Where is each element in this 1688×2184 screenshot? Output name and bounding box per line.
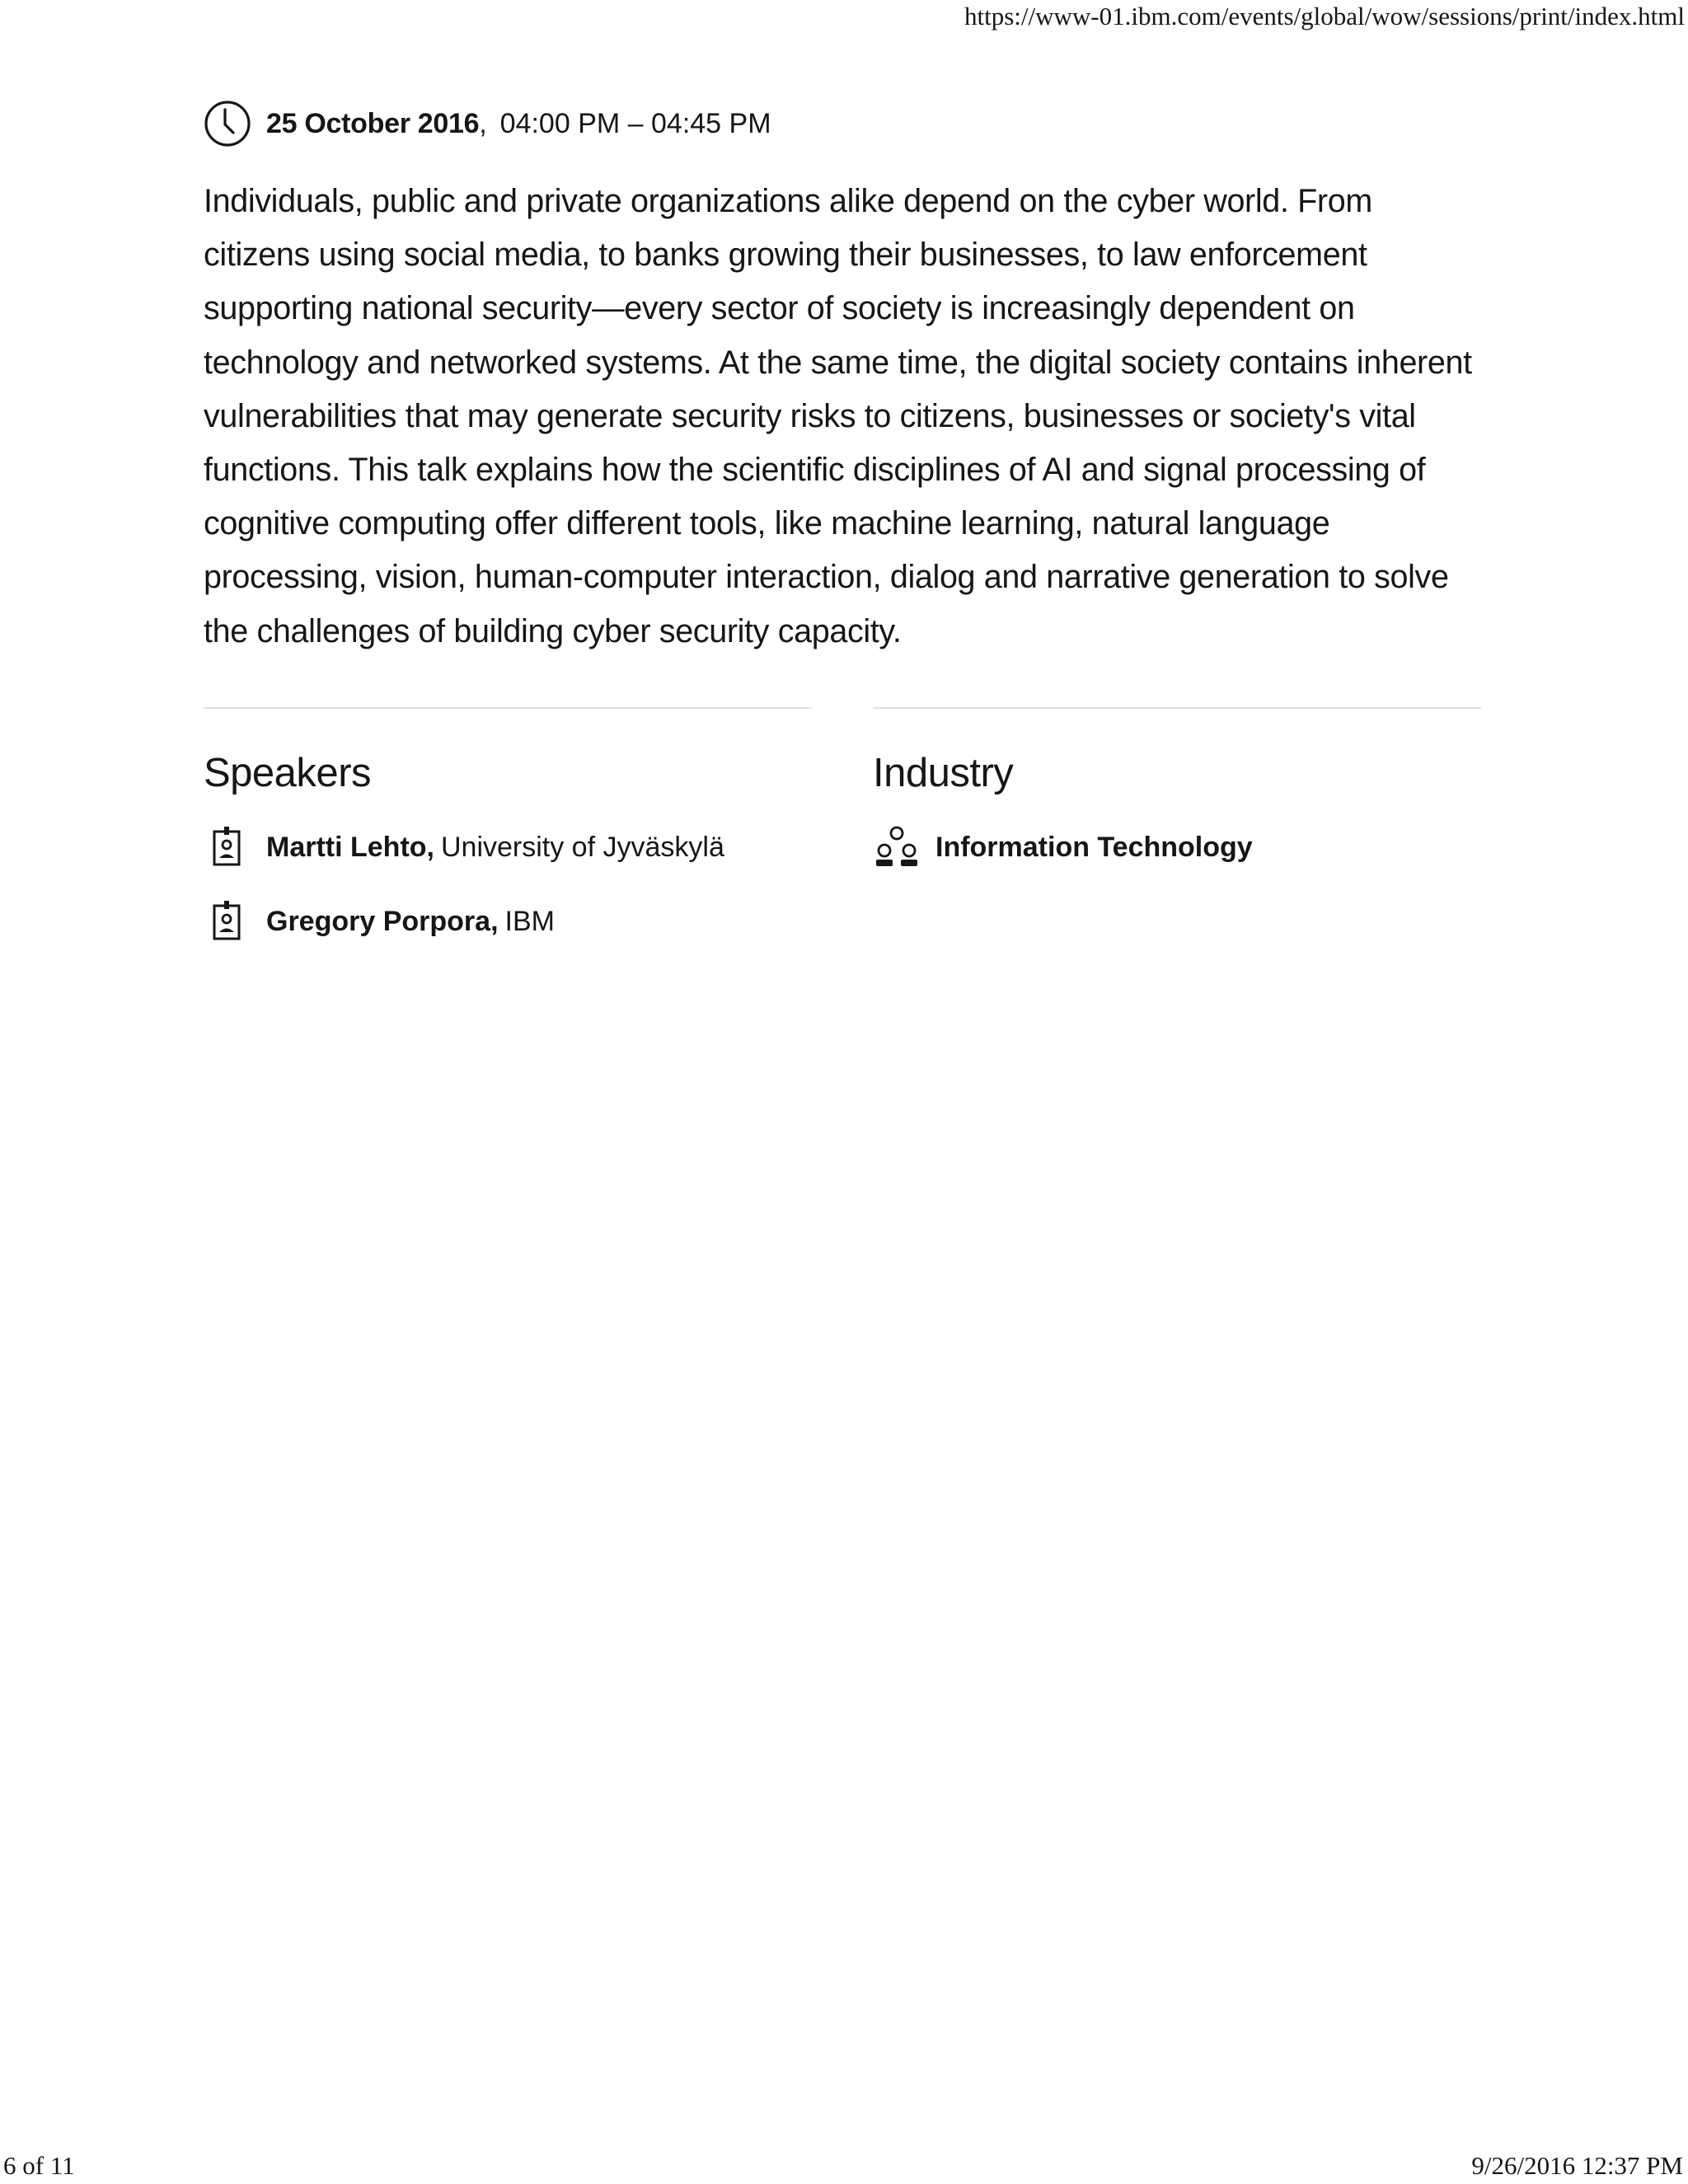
speaker-name: Gregory Porpora, (266, 905, 499, 937)
session-time-row (204, 99, 1481, 148)
speaker-name: Martti Lehto, (266, 831, 434, 863)
people-group-icon (873, 823, 921, 871)
speaker-item (204, 897, 812, 946)
clock-icon (204, 100, 251, 148)
speakers-heading: Speakers (204, 751, 372, 795)
industry-item (873, 823, 1481, 872)
speakers-divider (204, 707, 812, 709)
speaker-organization: University of Jyväskylä (440, 831, 724, 863)
speakers-section (204, 707, 812, 946)
session-details (204, 99, 1481, 658)
speaker-item (204, 823, 812, 872)
date-time-separator: , (479, 107, 487, 139)
speaker-organization: IBM (504, 905, 555, 937)
industry-name: Information Technology (935, 831, 1253, 863)
print-page-number: 6 of 11 (3, 2151, 75, 2180)
print-timestamp: 9/26/2016 12:37 PM (1471, 2151, 1683, 2180)
session-meta-columns (204, 707, 1481, 946)
industry-divider (873, 707, 1481, 709)
session-time-range: 04:00 PM – 04:45 PM (499, 107, 771, 139)
print-header-url: https://www-01.ibm.com/events/global/wow/sessions/print/index.html (964, 2, 1685, 30)
industry-section (873, 707, 1481, 946)
id-badge-icon (204, 823, 251, 871)
session-description: Individuals, public and private organizations alike depend on the cyber world. From citizens using social media, to banks growing their businesses, to law enforcement supporting national security—every sector of society is increasingly dependent on technology and networked systems. At the same time, the digital society contains inherent vulnerabilities that may generate security risks to citizens, businesses or society's vital functions. This talk explains how the scientific disciplines of AI and signal processing of cognitive computing offer different tools, like machine learning, natural language processing, vision, human-computer interaction, dialog and narrative generation to solve the challenges of building cyber security capacity. (204, 183, 1472, 649)
session-date: 25 October 2016 (266, 107, 480, 139)
id-badge-icon (204, 898, 251, 945)
industry-heading: Industry (873, 751, 1014, 795)
